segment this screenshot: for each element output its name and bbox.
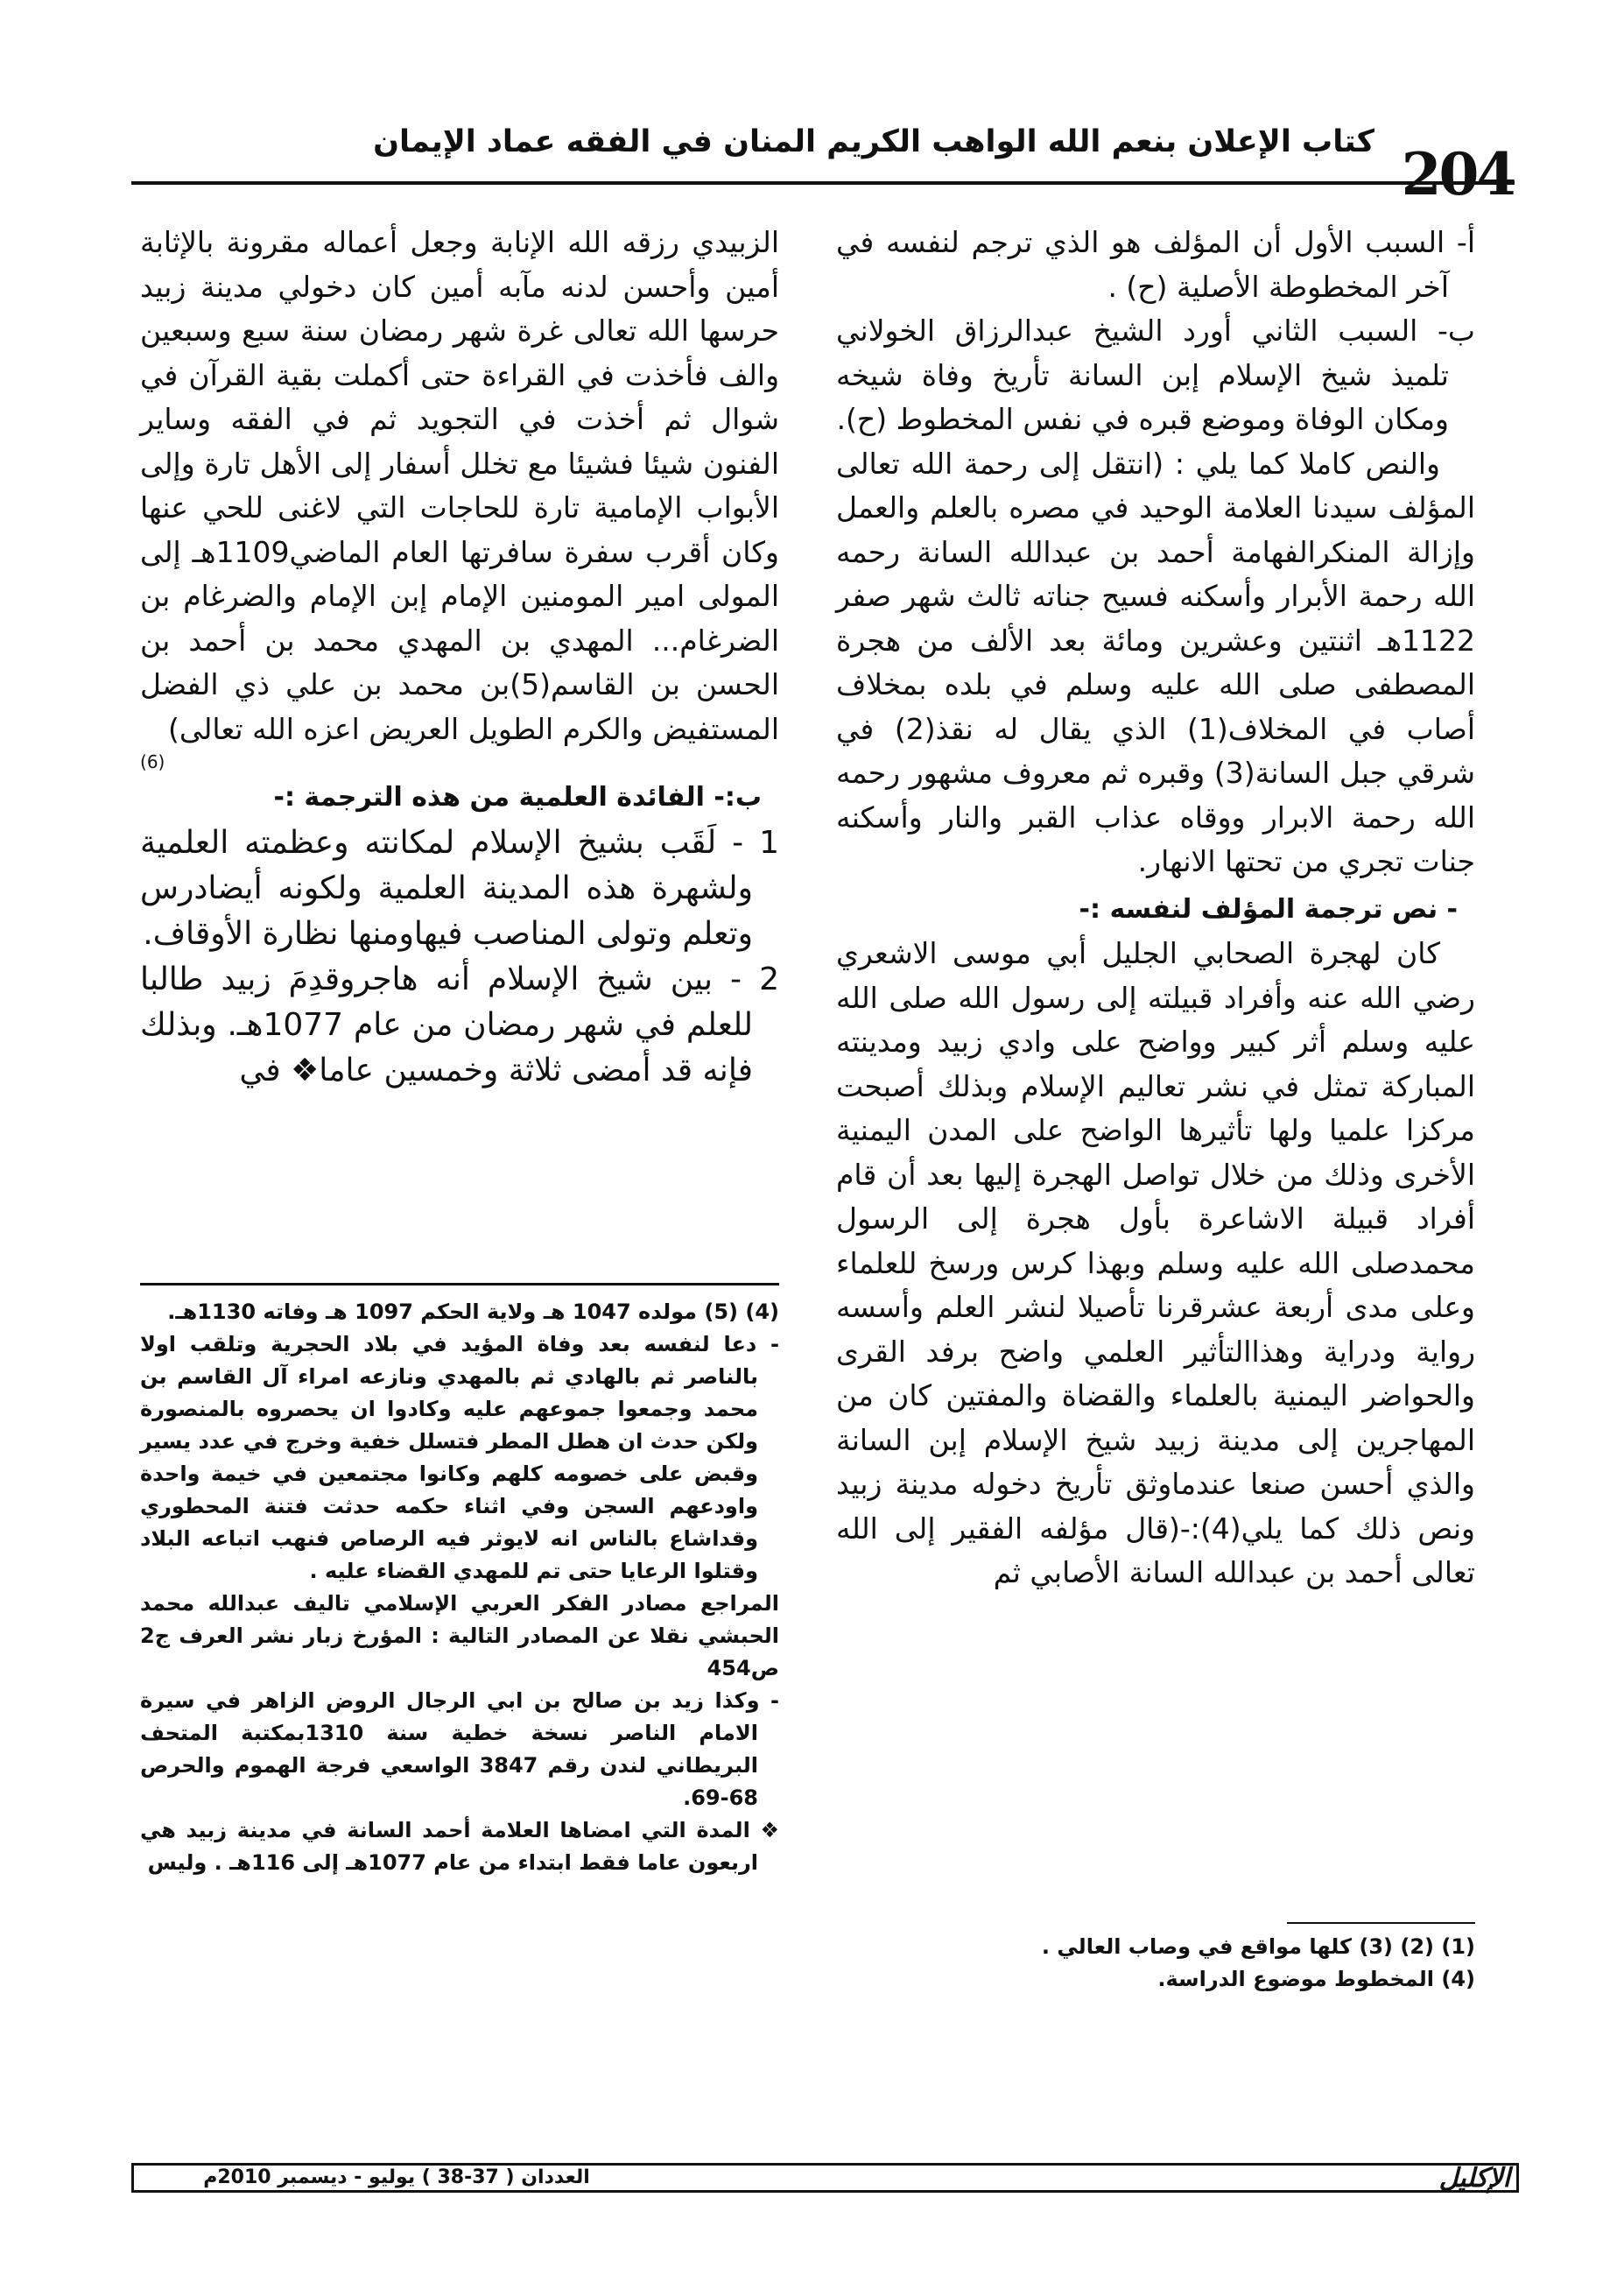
- footnotes-right: [963, 1931, 1475, 1996]
- header-rule: [131, 181, 1515, 185]
- death-record-paragraph: والنص كاملا كما يلي : (انتقل إلى رحمة الله تعالى المؤلف سيدنا العلامة الوحيد في مصره بالعلم والعمل وإزالة المنكرالفهامة أحمد بن عبدالله السانة رحمه الله رحمة الأبرار وأسكنه فسيح جناته ثالث شهر صفر 1122هـ اثنتين وعشرين ومائة بعد الألف من هجرة المصطفى صلى الله عليه وسلم في بلده بمخلاف أصاب في المخلاف(1) الذي يقال له نقذ(2) في شرقي جبل السانة(3) وقبره ثم معروف مشهور رحمه الله رحمة الابرار ووقاه عذاب القبر والنار وأسكنه جنات تجري من تحتها الانهار.: [836, 446, 1475, 878]
- footnote-4: (4) المخطوط موضوع الدراسة.: [1157, 1967, 1475, 1991]
- benefit-item-1: 1 - لَقَب بشيخ الإسلام لمكانته وعظمته العلمية ولشهرة هذه المدينة العلمية ولكونه أيضادرس وتعلم وتولى المناصب فيهاومنها نظارة الأوقاف.: [140, 824, 779, 952]
- footnotes-left: [140, 1296, 779, 1879]
- journal-logo: الإكليل: [1438, 2163, 1510, 2194]
- footnote-zaid: - وكذا زيد بن صالح بن ابي الرجال الروض الزاهر في سيرة الامام الناصر نسخة خطية سنة 1310بمكتبة المتحف البريطاني لندن رقم 3847 الواسعي فرجة الهموم والحرص 68-69.: [140, 1688, 779, 1810]
- autobiography-continued: الزبيدي رزقه الله الإنابة وجعل أعماله مقرونة بالإثابة أمين وأحسن لدنه مآبه أمين كان دخولي مدينة زبيد حرسها الله تعالى غرة شهر رمضان سنة سبع وسبعين والف فأخذت في القراءة حتى أكملت بقية القرآن في شوال ثم أخذت في التجويد ثم في الفقه وساير الفنون شيئا فشيئا مع تخلل أسفار إلى الأهل تارة وإلى الأبواب الإمامية تارة للحاجات التي لاغنى للحي عنها وكان أقرب سفرة سافرتها العام الماضي1109هـ إلى المولى امير المومنين الإمام إبن الإمام والضرغام بن الضرغام... المهدي بن المهدي محمد بن أحمد بن الحسن بن القاسم(5)بن محمد بن علي ذي الفضل المستفيض والكرم الطويل العريض اعزه الله تعالى): [140, 225, 780, 746]
- page-number: 204: [1401, 140, 1515, 208]
- footnote-4-5: (4) (5) مولده 1047 هـ ولاية الحكم 1097 هـ وفاته 1130هـ.: [167, 1299, 779, 1324]
- left-column: [140, 221, 779, 1094]
- section-subheading: - نص ترجمة المؤلف لنفسه :-: [1079, 893, 1458, 925]
- issue-info: العددان ( 37-38 ) يوليو - ديسمبر 2010م: [131, 2163, 659, 2193]
- cause-item-a: أ- السبب الأول أن المؤلف هو الذي ترجم لنفسه في آخر المخطوطة الأصلية (ح) .: [836, 225, 1475, 304]
- footnote-rule-left: [140, 1283, 779, 1285]
- footnote-duration: ❖ المدة التي امضاها العلامة أحمد السانة في مدينة زبيد هي اربعون عاما فقط ابتداء من عام 1077هـ إلى 116هـ . وليس: [140, 1818, 779, 1875]
- footnote-ref-6: (6): [140, 751, 165, 772]
- cause-list: [836, 221, 1475, 442]
- benefit-subheading: ب:- الفائدة العلمية من هذه الترجمة :-: [273, 782, 762, 813]
- autobiography-paragraph: كان لهجرة الصحابي الجليل أبي موسى الاشعري رضي الله عنه وأفراد قبيلته إلى رسول الله صلى الله عليه وسلم أثر كبير وواضح على وادي زبيد ومدينته المباركة تمثل في نشر تعاليم الإسلام وبذلك أصبحت مركزا علميا ولها تأثيرها الواضح على المدن اليمنية الأخرى وذلك من خلال تواصل الهجرة إليها بعد أن قام أفراد قبيلة الاشاعرة بأول هجرة إلى الرسول محمدصلى الله عليه وسلم وبهذا كرس ورسخ للعلماء وعلى مدى أربعة عشرقرنا تأصيلا لنشر العلم وأسسه رواية ودراية وهذاالتأثير العلمي واضح برفد القرى والحواضر اليمنية بالعلماء والقضاة والمفتين كان من المهاجرين إلى مدينة زبيد شيخ الإسلام إبن السانة والذي أحسن صنعا عندماوثق تأريخ دخوله مدينة زبيد ونص ذلك كما يلي(4):-(قال مؤلفه الفقير إلى الله تعالى أحمد بن عبدالله السانة الأصابي ثم: [836, 936, 1475, 1589]
- footnote-rule-right: [1287, 1922, 1475, 1924]
- footnote-references: المراجع مصادر الفكر العربي الإسلامي تاليف عبدالله محمد الحبشي نقلا عن المصادر التالية : المؤرخ زبار نشر العرف ج2 ص454: [140, 1591, 779, 1680]
- right-column: [836, 221, 1475, 1595]
- footnote-1-2-3: (1) (2) (3) كلها مواقع في وصاب العالي .: [1041, 1934, 1475, 1959]
- cause-item-b: ب- السبب الثاني أورد الشيخ عبدالرزاق الخولاني تلميذ شيخ الإسلام إبن السانة تأريخ وفاة شيخه ومكان الوفاة وموضع قبره في نفس المخطوط (ح).: [836, 313, 1475, 436]
- running-title: كتاب الإعلان بنعم الله الواهب الكريم المنان في الفقه عماد الإيمان: [373, 124, 1374, 159]
- benefit-list: [140, 821, 779, 1094]
- footnote-dua: - دعا لنفسه بعد وفاة المؤيد في بلاد الحجرية وتلقب اولا بالناصر ثم بالهادي ثم بالمهدي ونازعه امراء آل القاسم بن محمد وجمعوا جموعهم عليه وكادوا ان يحصروه بالمنصورة ولكن حدث ان هطل المطر فتسلل خفية وخرج في عدد يسير وقبض على خصومه كلهم وكانوا مجتمعين في خيمة واحدة واودعهم السجن وفي اثناء حكمه حدثت فتنة المحطوري وقداشاع بالناس انه لايوثر فيه الرصاص فنهب اتباعه البلاد وقتلوا الرعايا حتى تم للمهدي القضاء عليه .: [140, 1332, 779, 1583]
- benefit-item-2: 2 - بين شيخ الإسلام أنه هاجروقدِمَ زبيد طالبا للعلم في شهر رمضان من عام 1077هـ. وبذلك فإنه قد أمضى ثلاثة وخمسين عاما❖ في: [140, 961, 779, 1088]
